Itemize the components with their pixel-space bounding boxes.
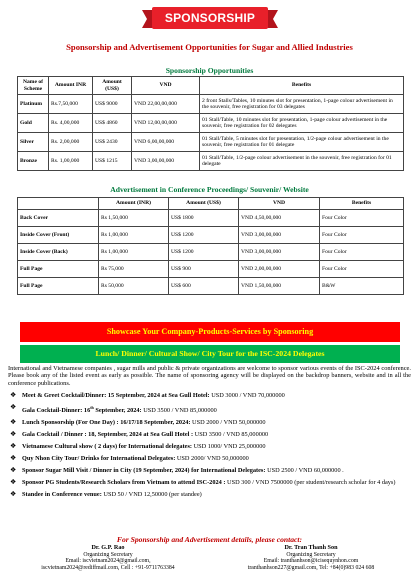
column-header: Amount (US$): [93, 77, 132, 95]
showcase-banner: Showcase Your Company-Products-Services by Sponsoring: [20, 322, 400, 342]
column-header: [18, 198, 99, 210]
amount-inr: Rs. 2,00,000: [49, 133, 93, 152]
amount-vnd: VND 3,00,00,000: [239, 244, 320, 261]
amount-usd: US$ 600: [169, 278, 239, 295]
intro-paragraph: International and Vietnamese companies , sugar mills and public & private organizations are welcome to sponsor various events of the ISC-2024 conference. Please book any of the listed event as early as possible. The name of sponsoring agency will be displayed on the backdrop banners, website and in all the conference publications.: [8, 365, 411, 387]
list-item: [8, 443, 411, 450]
contact-details[interactable]: tranthanhson227@gmail.com, Tel: +84(0)983 024 608: [247, 564, 375, 571]
amount-vnd: VND 22,00,00,000: [132, 95, 200, 114]
sponsorship-section-title: Sponsorship Opportunities: [165, 66, 254, 75]
amount-usd: US$ 1200: [169, 227, 239, 244]
table-row: [18, 210, 404, 227]
benefits: Four Color: [320, 261, 404, 278]
item-value: USD 3500 / VND 85,000000: [194, 431, 269, 439]
contact-email[interactable]: Email: tranthanhson@icisequynhon.com: [263, 558, 359, 565]
amount-vnd: VND 3,00,00,000: [239, 227, 320, 244]
sponsorship-items-list: [8, 392, 411, 503]
amount-inr: Rs.7,50,000: [49, 95, 93, 114]
benefits: Four Color: [320, 210, 404, 227]
contact-email[interactable]: Email: iscvietnam2024@gmail.com,: [65, 558, 151, 565]
scheme-name: Bronze: [18, 152, 49, 171]
column-header: VND: [132, 77, 200, 95]
column-header: Benefits: [200, 77, 404, 95]
table-header-row: [18, 198, 404, 210]
amount-vnd: VND 12,00,00,000: [132, 114, 200, 133]
benefits: 2 front Stalls/Tables, 10 minutes slot for presentation, 1-page colour advertisement in the souvenir, free registration for 03 delegates: [200, 95, 404, 114]
advertisement-section-title: Advertisement in Conference Proceedings/ Souvenir/ Website: [110, 185, 309, 194]
amount-usd: US$ 1800: [169, 210, 239, 227]
benefits: Four Color: [320, 227, 404, 244]
amount-vnd: VND 1,50,00,000: [239, 278, 320, 295]
list-item: [8, 491, 411, 498]
amount-inr: Rs 75,000: [99, 261, 169, 278]
contact-heading: For Sponsorship and Advertisement details, please contact:: [116, 535, 303, 544]
ad-position: Full Page: [18, 278, 99, 295]
contact-name: Dr. Tran Thanh Son: [284, 544, 338, 551]
table-row: [18, 278, 404, 295]
column-header: Amount (INR): [99, 198, 169, 210]
diamond-bullet-icon: ❖: [10, 391, 17, 399]
column-header: Name of Scheme: [18, 77, 49, 95]
column-header: Amount INR: [49, 77, 93, 95]
amount-vnd: VND 3,00,00,000: [132, 152, 200, 171]
banner-label: SPONSORSHIP: [164, 11, 256, 25]
scheme-name: Gold: [18, 114, 49, 133]
list-item: [8, 479, 411, 486]
item-value: USD 300 / VND 7500000 (per student/research scholar for 4 days): [227, 479, 396, 487]
contact-name: Dr. G.P. Rao: [91, 544, 125, 551]
amount-usd: US$ 9000: [93, 95, 132, 114]
benefits: 01 Stall/Table, 5 minutes slot for presentation, 1/2-page colour advertisement in the souvenir, free registration for 01 delegate: [200, 133, 404, 152]
amount-inr: Rs 1,00,000: [99, 244, 169, 261]
amount-inr: Rs 1,50,000: [99, 210, 169, 227]
table-row: [18, 261, 404, 278]
list-item: [8, 455, 411, 462]
page-title: Sponsorship and Advertisement Opportunities for Sugar and Allied Industries: [66, 42, 353, 52]
amount-vnd: VND 6,00,00,000: [132, 133, 200, 152]
list-item: [8, 431, 411, 438]
item-value: USD 50 / VND 12,50000 (per standee): [103, 491, 202, 499]
item-label: Lunch Sponsorship (For One Day) : 16/17/18 September, 2024:: [22, 419, 191, 427]
contact-role: Organizing Secretary: [286, 551, 336, 558]
diamond-bullet-icon: ❖: [10, 430, 17, 439]
table-header-row: [18, 77, 404, 95]
sponsorship-table: [17, 76, 404, 171]
amount-usd: US$ 900: [169, 261, 239, 278]
diamond-bullet-icon: ❖: [10, 478, 17, 487]
advertisement-table: [17, 197, 404, 295]
contact-block-left: [8, 545, 208, 571]
diamond-bullet-icon: ❖: [10, 490, 17, 499]
item-value: USD 1000/ VND 25,000000: [193, 443, 266, 451]
list-item: [8, 419, 411, 426]
item-label-suffix: September, 2024:: [93, 407, 142, 415]
table-row: [18, 152, 404, 171]
contact-role: Organizing Secretary: [83, 551, 133, 558]
amount-usd: US$ 2430: [93, 133, 132, 152]
item-label: Gala Cocktail-Dinner: 16: [22, 407, 91, 415]
amount-inr: Rs. 1,00,000: [49, 152, 93, 171]
diamond-bullet-icon: ❖: [10, 466, 17, 475]
table-row: [18, 114, 404, 133]
list-item: [8, 404, 411, 415]
item-label: Standee in Conference venue:: [22, 491, 102, 499]
table-row: [18, 227, 404, 244]
amount-inr: Rs 1,00,000: [99, 227, 169, 244]
ad-position: Full Page: [18, 261, 99, 278]
scheme-name: Silver: [18, 133, 49, 152]
amount-vnd: VND 2,00,00,000: [239, 261, 320, 278]
benefits: B&W: [320, 278, 404, 295]
diamond-bullet-icon: ❖: [10, 454, 17, 463]
list-item: [8, 467, 411, 474]
contact-block-right: [211, 545, 411, 571]
contact-details[interactable]: iscvietnam2024@rediffmail.com, Cell : +91-9711763384: [41, 564, 175, 571]
column-header: Benefits: [320, 198, 404, 210]
item-label: Sponsor PG Students/Research Scholars from Vietnam to attend ISC-2024 :: [22, 479, 226, 487]
sponsorship-banner: [142, 6, 278, 32]
lunch-dinner-banner: Lunch/ Dinner/ Cultural Show/ City Tour for the ISC-2024 Delegates: [20, 345, 400, 363]
item-value: USD 2000/ VND 50,000000: [176, 455, 249, 463]
item-label: Sponsor Sugar Mill Visit / Dinner in City (19 September, 2024) for International Delegates:: [22, 467, 266, 475]
diamond-bullet-icon: ❖: [10, 403, 17, 411]
table-row: [18, 133, 404, 152]
item-label: Vietnamese Cultural show ( 2 days) for International delegates:: [22, 443, 193, 451]
item-value: USD 2500 / VND 60,000000 .: [267, 467, 344, 475]
amount-vnd: VND 4,50,00,000: [239, 210, 320, 227]
item-value: USD 3500 / VND 85,000000: [143, 407, 217, 415]
amount-usd: US$ 1215: [93, 152, 132, 171]
ad-position: Inside Cover (Back): [18, 244, 99, 261]
diamond-bullet-icon: ❖: [10, 418, 17, 427]
amount-inr: Rs 50,000: [99, 278, 169, 295]
item-value: USD 2000 / VND 50,000000: [192, 419, 266, 427]
column-header: Amount (US$): [169, 198, 239, 210]
column-header: VND: [239, 198, 320, 210]
diamond-bullet-icon: ❖: [10, 442, 17, 451]
table-row: [18, 95, 404, 114]
item-value: USD 3000 / VND 70,000000: [211, 392, 285, 399]
item-label: Gala Cocktail / Dinner : 18, September, 2024 at Sea Gull Hotel :: [22, 431, 194, 439]
benefits: Four Color: [320, 244, 404, 261]
benefits: 01 Stall/Table, 1/2-page colour advertisement in the souvenir, free registration for 01 delegate: [200, 152, 404, 171]
list-item: [8, 392, 411, 399]
item-label: Meet & Greet Cocktail/Dinner: 15 September, 2024 at Sea Gull Hotel:: [22, 392, 210, 399]
table-row: [18, 244, 404, 261]
ad-position: Back Cover: [18, 210, 99, 227]
item-label-superscript: th: [90, 405, 94, 410]
benefits: 01 Stall/Table, 10 minutes slot for presentation, 1-page colour advertisement in the souvenir, free registration for 02 delegates: [200, 114, 404, 133]
amount-usd: US$ 1200: [169, 244, 239, 261]
scheme-name: Platinum: [18, 95, 49, 114]
ad-position: Inside Cover (Front): [18, 227, 99, 244]
amount-usd: US$ 4860: [93, 114, 132, 133]
amount-inr: Rs. 4,00,000: [49, 114, 93, 133]
item-label: Quy Nhon City Tour/ Drinks for International Delegates:: [22, 455, 176, 463]
